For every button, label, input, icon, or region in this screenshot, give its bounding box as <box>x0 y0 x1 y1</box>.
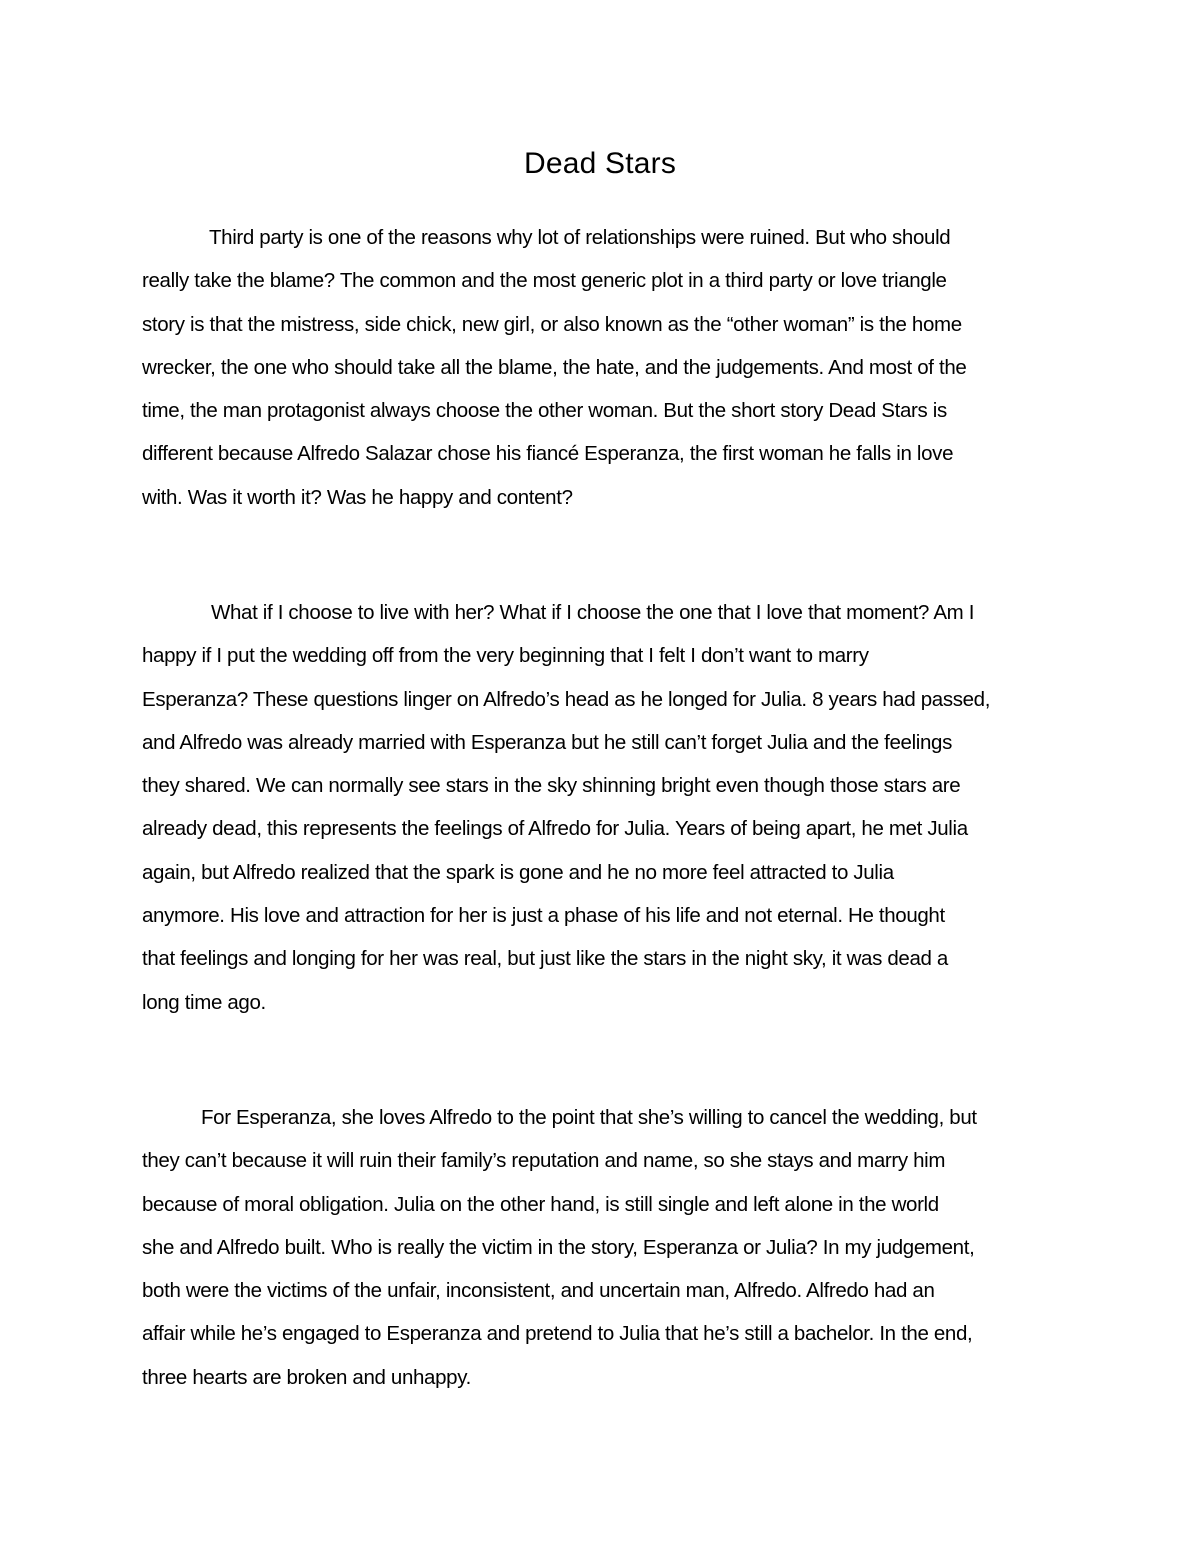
paragraph-line: again, but Alfredo realized that the spark is gone and he no more feel attracted to Julia <box>142 860 894 884</box>
paragraph-1 <box>142 216 1062 519</box>
paragraph-line: that feelings and longing for her was real, but just like the stars in the night sky, it was dead a <box>142 947 948 971</box>
paragraph-line: really take the blame? The common and the most generic plot in a third party or love triangle <box>142 269 947 293</box>
paragraph-line: three hearts are broken and unhappy. <box>142 1365 471 1389</box>
paragraph-line: Third party is one of the reasons why lot of relationships were ruined. But who should <box>209 226 951 249</box>
paragraph-line: affair while he’s engaged to Esperanza and pretend to Julia that he’s still a bachelor. In the end, <box>142 1322 973 1346</box>
paragraph-line: long time ago. <box>142 990 266 1014</box>
paragraph-line: both were the victims of the unfair, inconsistent, and uncertain man, Alfredo. Alfredo had an <box>142 1279 935 1303</box>
paragraph-2 <box>142 591 1062 1024</box>
paragraph-line: wrecker, the one who should take all the blame, the hate, and the judgements. And most of the <box>142 355 967 379</box>
paragraph-line: because of moral obligation. Julia on the other hand, is still single and left alone in the world <box>142 1192 939 1216</box>
paragraph-line: she and Alfredo built. Who is really the victim in the story, Esperanza or Julia? In my judgement, <box>142 1235 975 1259</box>
paragraph-line: with. Was it worth it? Was he happy and content? <box>142 485 573 509</box>
paragraph-line: they shared. We can normally see stars in the sky shinning bright even though those stars are <box>142 774 961 798</box>
document-title: Dead Stars <box>523 147 677 180</box>
paragraph-line: different because Alfredo Salazar chose his fiancé Esperanza, the first woman he falls in love <box>142 442 954 466</box>
paragraph-line: For Esperanza, she loves Alfredo to the point that she’s willing to cancel the wedding, but <box>201 1106 977 1129</box>
paragraph-line: happy if I put the wedding off from the very beginning that I felt I don’t want to marry <box>142 644 869 668</box>
paragraph-line: time, the man protagonist always choose the other woman. But the short story Dead Stars is <box>142 399 947 423</box>
paragraph-line: anymore. His love and attraction for her is just a phase of his life and not eternal. He thought <box>142 904 945 928</box>
paragraph-line: story is that the mistress, side chick, new girl, or also known as the “other woman” is the home <box>142 312 962 336</box>
paragraph-line: they can’t because it will ruin their family’s reputation and name, so she stays and marry him <box>142 1149 946 1173</box>
paragraph-line: What if I choose to live with her? What if I choose the one that I love that moment? Am I <box>211 601 975 624</box>
paragraph-line: Esperanza? These questions linger on Alfredo’s head as he longed for Julia. 8 years had passed, <box>142 687 991 711</box>
paragraph-line: already dead, this represents the feelings of Alfredo for Julia. Years of being apart, he met Julia <box>142 817 968 841</box>
paragraph-3 <box>142 1096 1062 1399</box>
paragraph-line: and Alfredo was already married with Esperanza but he still can’t forget Julia and the feelings <box>142 730 953 754</box>
